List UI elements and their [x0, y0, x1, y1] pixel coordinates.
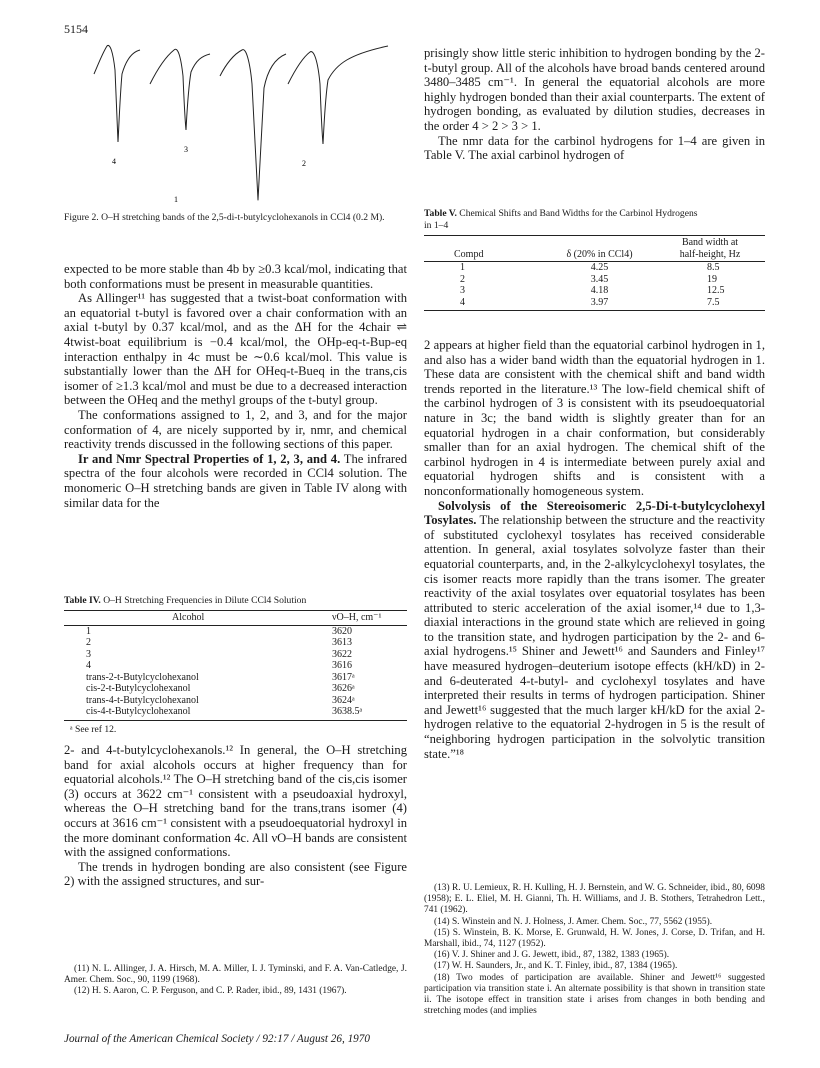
- table-row: [424, 262, 765, 274]
- table-4-header-frequency: νO–H, cm⁻¹: [332, 612, 382, 623]
- reference-17: (17) W. H. Saunders, Jr., and K. T. Finley, ibid., 87, 1384 (1965).: [434, 961, 678, 972]
- table-row: [424, 297, 765, 309]
- reference-15: (15) S. Winstein, B. K. Morse, E. Grunwald, H. W. Jones, J. Corse, D. Trifan, and H. Marshall, ibid., 74, 1127 (1952).: [424, 927, 765, 950]
- table-row: [424, 285, 765, 297]
- table-5-label: Table V.: [424, 208, 457, 219]
- table-4-cell-frequency: 3638.5ᵃ: [332, 706, 363, 718]
- section-heading-solvolysis: Solvolysis of the Stereoisomeric 2,5-Di-t-butylcyclohexyl Tosylates.: [424, 498, 765, 528]
- table-4: [64, 595, 407, 735]
- left-paragraph-6: The trends in hydrogen bonding are also consistent (see Figure 2) with the assigned structures, and sur-: [64, 859, 407, 889]
- table-5-cell-width: 8.5: [707, 262, 720, 274]
- table-row: [64, 683, 407, 695]
- table-4-cell-frequency: 3624ᵃ: [332, 694, 355, 706]
- table-5-cell-compd: 1: [460, 262, 465, 274]
- table-5-header-compd: Compd: [454, 249, 484, 260]
- table-row: [64, 660, 407, 672]
- right-column-text-2: [424, 338, 765, 761]
- peak-label-2: 2: [302, 159, 306, 168]
- table-row: [424, 274, 765, 286]
- table-4-title-text: O–H Stretching Frequencies in Dilute CCl4 Solution: [103, 595, 307, 606]
- table-5-cell-shift: 4.25: [590, 262, 609, 274]
- reference-16: (16) V. J. Shiner and J. G. Jewett, ibid., 87, 1382, 1383 (1965).: [434, 950, 670, 961]
- table-4-cell-frequency: 3620: [332, 625, 352, 637]
- right-paragraph-4: [424, 499, 765, 762]
- reference-12: (12) H. S. Aaron, C. P. Ferguson, and C. P. Rader, ibid., 89, 1431 (1967).: [74, 986, 347, 997]
- table-4-cell-frequency: 3613: [332, 637, 352, 649]
- table-5-cell-width: 19: [707, 273, 717, 285]
- left-column-text-2: [64, 743, 407, 889]
- table-row: [64, 706, 407, 718]
- section-heading-ir-nmr: Ir and Nmr Spectral Properties of 1, 2, 3, and 4.: [78, 451, 341, 466]
- table-4-cell-alcohol: trans-2-t-Butylcyclohexanol: [86, 671, 199, 683]
- left-references: [64, 964, 407, 998]
- peak-label-1: 1: [174, 195, 178, 204]
- left-paragraph-2: As Allinger¹¹ has suggested that a twist-boat conformation with an equatorial t-butyl is favored over a chair conformation with an axial t-butyl by 0.37 kcal/mol, and as the ΔH for the 4chair ⇌ 4twist-boat equilibrium is −0.4 kcal/mol, the OHp-eq-t-Bup-eq interaction enthalpy in 4c must be ∼0.6 kcal/mol. This value is substantially lower than the ΔH for OHeq-t-Bueq in the trans,cis isomer of ≥1.3 kcal/mol and must be due to a decreased interaction between the OHeq and the methyl groups of the t-butyl group.: [64, 291, 407, 408]
- left-paragraph-5: 2- and 4-t-butylcyclohexanols.¹² In general, the O–H stretching band for axial alcohols occurs at higher frequency than for equatorial alcohols.¹² The O–H stretching band of the cis,cis isomer (3) occurs at 3622 cm⁻¹ consistent with a pseudoaxial hydroxyl, whereas the O–H stretching band for the trans,trans isomer (4) occurs at 3616 cm⁻¹ consistent with a pseudoequatorial hydroxyl in the more dominant conformation 4c. All νO–H bands are consistent with the assigned conformations.: [64, 743, 407, 860]
- right-paragraph-3: 2 appears at higher field than the equatorial carbinol hydrogen in 1, and also has a wider band width than the equatorial hydrogen in 1. These data are consistent with the chemical shift and band width trends reported in the literature.¹³ The low-field chemical shift of the carbinol hydrogen of 3 is consistent with its pseudoequatorial nature in 3c; the band width is slightly greater than for an equatorial hydrogen in a chair conformation, but considerably smaller than for an axial hydrogen. The chemical shift of the carbinol hydrogen in 4 is intermediate between purely axial and equatorial hydrogen shifts and is consistent with a nonconformationally homogeneous system.: [424, 338, 765, 498]
- left-paragraph-3: The conformations assigned to 1, 2, and 3, and for the major conformation of 4, are nicely supported by ir, nmr, and chemical reactivity trends discussed in the following sections of this paper.: [64, 407, 407, 452]
- table-5-cell-compd: 2: [460, 273, 465, 285]
- table-4-cell-alcohol: 3: [86, 648, 91, 660]
- spectrum-trace-4: [94, 45, 140, 142]
- reference-11: (11) N. L. Allinger, J. A. Hirsch, M. A. Miller, I. J. Tyminski, and F. A. Van-Catledge, J. Amer. Chem. Soc., 90, 1199 (1968).: [64, 964, 407, 986]
- table-5-cell-shift: 4.18: [590, 285, 609, 297]
- figure-2-caption: [64, 212, 404, 224]
- table-4-cell-alcohol: cis-2-t-Butylcyclohexanol: [86, 683, 191, 695]
- figure-2-text: O–H stretching bands of the 2,5-di-t-butylcyclohexanols in CCl4 (0.2 M).: [101, 212, 385, 223]
- table-5-cell-width: 12.5: [707, 285, 725, 297]
- table-5-title: [424, 208, 704, 231]
- figure-2-label: Figure 2.: [64, 212, 99, 223]
- table-4-body: [64, 625, 407, 718]
- reference-13: (13) R. U. Lemieux, R. H. Kulling, H. J. Bernstein, and W. G. Schneider, ibid., 80, 6098 (1958); E. L. Eliel, M. H. Gianni, Th. H. Williams, and J. B. Stothers, Tetrahedron Lett., 741 (1962).: [424, 883, 765, 916]
- table-4-cell-frequency: 3617ᵃ: [332, 671, 355, 683]
- table-4-cell-frequency: 3622: [332, 648, 352, 660]
- table-4-title: [64, 595, 407, 607]
- table-5-header-width-2: half-height, Hz: [679, 249, 741, 260]
- right-paragraph-2: The nmr data for the carbinol hydrogens for 1–4 are given in Table V. The axial carbinol hydrogen of: [424, 133, 765, 163]
- table-row: [64, 649, 407, 661]
- table-5-body: [424, 262, 765, 309]
- reference-14: (14) S. Winstein and N. J. Holness, J. Amer. Chem. Soc., 77, 5562 (1955).: [434, 916, 713, 927]
- table-4-header-alcohol: Alcohol: [172, 612, 205, 623]
- table-5-title-text: Chemical Shifts and Band Widths for the Carbinol Hydrogens in 1–4: [424, 208, 698, 231]
- table-5-cell-width: 7.5: [707, 296, 720, 308]
- right-column-text: [424, 46, 765, 163]
- spectrum-trace-3: [150, 49, 210, 130]
- reference-18: (18) Two modes of participation are available. Shiner and Jewett¹⁶ suggested participation via transition state i. An alternate possibility is that shown in transition state ii. The isotope effect in transition state i arises from changes in both bending and stretching modes (and implies: [424, 972, 765, 1017]
- left-paragraph-4-body: The infrared spectra of the four alcohols were recorded in CCl4 solution. The monomeric O–H stretching bands are given in Table IV along with similar data for the: [64, 451, 407, 510]
- table-4-cell-alcohol: 4: [86, 660, 91, 672]
- right-references: [424, 883, 765, 1017]
- table-4-cell-alcohol: 2: [86, 637, 91, 649]
- table-4-cell-alcohol: trans-4-t-Butylcyclohexanol: [86, 694, 199, 706]
- table-5-cell-shift: 3.97: [590, 296, 609, 308]
- table-4-cell-alcohol: cis-4-t-Butylcyclohexanol: [86, 706, 191, 718]
- table-5: [424, 208, 765, 311]
- table-row: [64, 672, 407, 684]
- table-5-cell-compd: 3: [460, 285, 465, 297]
- left-paragraph-4: [64, 452, 407, 510]
- journal-footer: Journal of the American Chemical Society / 92:17 / August 26, 1970: [64, 1033, 370, 1045]
- peak-label-4: 4: [112, 157, 116, 166]
- table-5-cell-shift: 3.45: [590, 273, 609, 285]
- page-number: 5154: [64, 22, 88, 36]
- table-4-cell-frequency: 3616: [332, 660, 352, 672]
- table-row: [64, 695, 407, 707]
- table-4-label: Table IV.: [64, 595, 101, 606]
- left-column-text: [64, 262, 407, 510]
- spectrum-trace-2: [220, 50, 286, 200]
- right-paragraph-4-body: The relationship between the structure and the reactivity of substituted cyclohexyl tosylates has received considerable attention. In general, axial tosylates solvolyze faster than their equatorial counterparts, and, in the 2-alkylcyclohexyl tosylates, the cis isomer reacts more rapidly than the trans isomer. The greater reactivity of the axial tosylates over equatorial tosylates has been attributed to steric acceleration of the axial isomer,¹⁴ due to 1,3-diaxial interactions in the ground state which are relieved in going to the transition state, and hydrogen participation by the 2- and 6-axial hydrogens.¹⁵ Shiner and Jewett¹⁶ and Saunders and Finley¹⁷ have measured hydrogen–deuterium isotope effects (kH/kD) in 2- and 6-deuterated 4-t-butyl- and cyclohexyl tosylates and have interpreted their results in terms of hydrogen participation. Shiner and Jewett¹⁶ suggested that the much larger kH/kD for the axial 2-hydrogen relative to the equatorial 2-hydrogen in 5 is the result of “neighboring hydrogen participation in the solvolytic transition state.”¹⁸: [424, 513, 765, 761]
- left-paragraph-1: expected to be more stable than 4b by ≥0.3 kcal/mol, indicating that both conformations must be present in measurable quantities.: [64, 262, 407, 291]
- figure-2-spectrum: [88, 40, 398, 206]
- table-4-cell-alcohol: 1: [86, 625, 91, 637]
- table-4-cell-frequency: 3626ᵃ: [332, 683, 355, 695]
- table-5-header-width-1: Band width at: [681, 236, 739, 248]
- table-row: [64, 625, 407, 637]
- peak-label-3: 3: [184, 145, 188, 154]
- table-5-cell-compd: 4: [460, 296, 465, 308]
- table-5-header-shift: δ (20% in CCl4): [566, 249, 633, 260]
- table-4-footnote: ᵃ See ref 12.: [64, 720, 407, 736]
- table-row: [64, 637, 407, 649]
- spectrum-trace-1: [288, 46, 388, 144]
- right-paragraph-1: prisingly show little steric inhibition to hydrogen bonding by the 2-t-butyl group. All of the alcohols have broad bands centered around 3480–3485 cm⁻¹. In general the equatorial alcohols are more highly hydrogen bonded than their axial counterparts. The extent of hydrogen bonding, as evaluated by dilution studies, decreases in the order 4 > 2 > 3 > 1.: [424, 46, 765, 133]
